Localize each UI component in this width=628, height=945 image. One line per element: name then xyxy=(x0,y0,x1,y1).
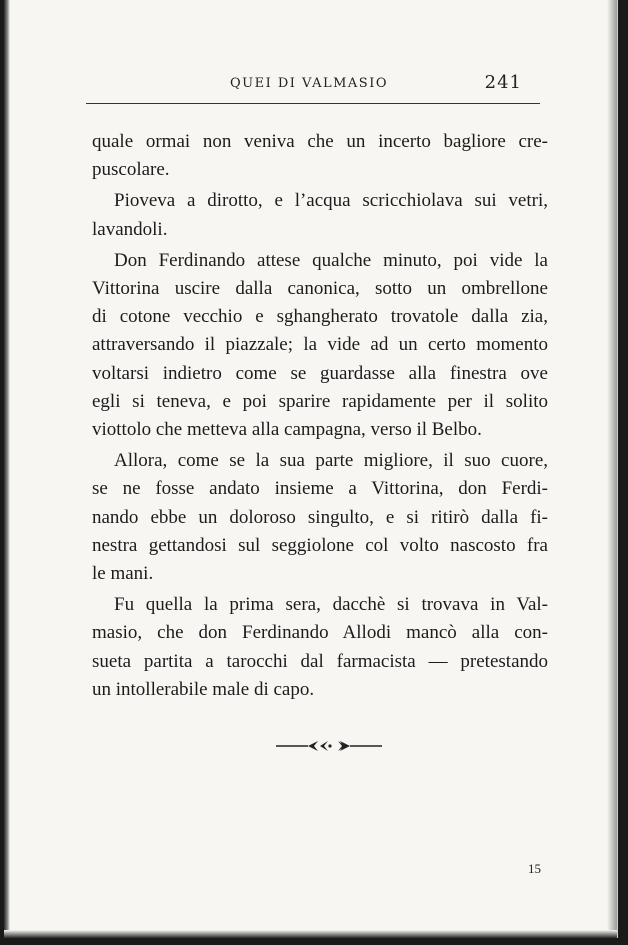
paragraph xyxy=(92,247,548,444)
text-line: Pioveva a dirotto, e l’acqua scricchiolava sui vetri, xyxy=(114,190,548,212)
header-rule xyxy=(86,103,540,104)
text-line: nestra gettandosi sul seggiolone col volto nascosto fra xyxy=(92,534,548,556)
book-page xyxy=(4,0,618,938)
paragraph xyxy=(92,187,548,243)
page-number: 241 xyxy=(484,72,522,93)
text-line: voltarsi indietro come se guardasse alla finestra ove xyxy=(92,362,548,384)
text-line: puscolare. xyxy=(92,159,170,181)
text-line: Vittorina uscire dalla canonica, sotto un ombrellone xyxy=(92,278,548,300)
text-line: attraversando il piazzale; la vide ad un certo momento xyxy=(92,334,548,356)
text-line: se ne fosse andato insieme a Vittorina, don Ferdi- xyxy=(92,478,548,500)
page-bottom-shadow xyxy=(4,930,617,938)
signature-mark: 15 xyxy=(528,861,541,876)
page-edge-shadow xyxy=(607,0,617,938)
text-line: egli si teneva, e poi sparire rapidamente per il solito xyxy=(92,390,548,412)
text-line: Don Ferdinando attese qualche minuto, poi vide la xyxy=(114,249,548,271)
body-text xyxy=(92,128,548,707)
text-line: masio, che don Ferdinando Allodi mancò alla con- xyxy=(92,622,548,644)
text-line: sueta partita a tarocchi dal farmacista — pretestando xyxy=(92,650,548,672)
text-line: lavandoli. xyxy=(92,218,168,240)
text-line: viottolo che metteva alla campagna, verso il Belbo. xyxy=(92,419,482,441)
text-line: di cotone vecchio e sghangherato trovatole dalla zia, xyxy=(92,306,548,328)
text-line: nando ebbe un doloroso singulto, e si ritirò dalla fi- xyxy=(92,506,548,528)
running-head xyxy=(86,72,546,94)
text-line: Fu quella la prima sera, dacchè si trovava in Val- xyxy=(114,594,548,616)
text-line: quale ormai non veniva che un incerto bagliore cre- xyxy=(92,131,548,152)
paragraph xyxy=(92,591,548,704)
running-title: QUEI DI VALMASIO xyxy=(230,76,388,91)
text-line: un intollerabile male di capo. xyxy=(92,678,315,700)
paragraph xyxy=(92,447,548,588)
text-line: Allora, come se la sua parte migliore, il suo cuore, xyxy=(114,450,548,472)
page-binding-shadow xyxy=(4,0,10,938)
paragraph xyxy=(92,128,548,184)
text-line: le mani. xyxy=(92,563,154,585)
section-ornament xyxy=(274,736,384,756)
